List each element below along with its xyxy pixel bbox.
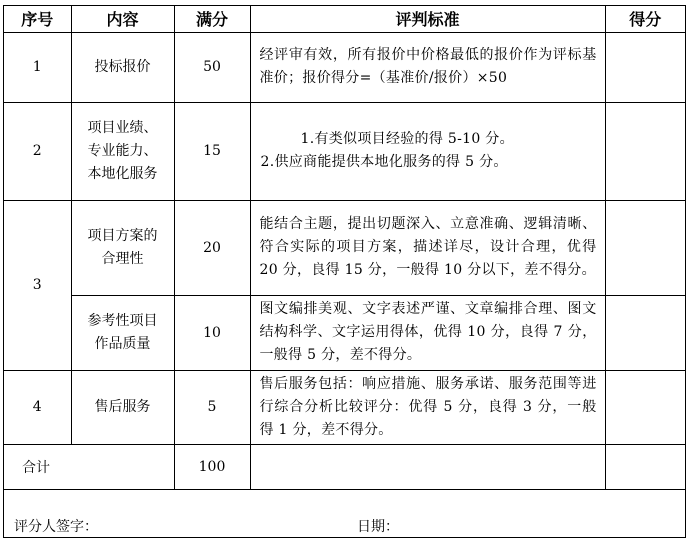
criteria-line: 2.供应商能提供本地化服务的得 5 分。 xyxy=(260,154,508,170)
header-no: 序号 xyxy=(4,6,71,32)
row-score-cell[interactable] xyxy=(605,102,685,200)
header-row xyxy=(4,6,685,32)
table-row xyxy=(4,200,685,295)
row-no: 3 xyxy=(4,200,71,370)
row-criteria: 能结合主题，提出切题深入、立意准确、逻辑清晰、符合实际的项目方案，描述详尽，设计合理，优得 20 分，良得 15 分，一般得 10 分以下，差不得分。 xyxy=(250,200,605,295)
row-no: 4 xyxy=(4,370,71,444)
row-criteria: 图文编排美观、文字表述严谨、文章编排合理、图文结构科学、文字运用得体，优得 10 分，良得 7 分，一般得 5 分，差不得分。 xyxy=(250,295,605,370)
row-no: 1 xyxy=(4,32,71,102)
date-label: 日期： xyxy=(357,519,399,535)
row-content: 项目方案的合理性 xyxy=(71,200,174,295)
table-row xyxy=(4,295,685,370)
row-no: 2 xyxy=(4,102,71,200)
row-content: 项目业绩、专业能力、本地化服务 xyxy=(71,102,174,200)
criteria-line: 1.有类似项目经验的得 5-10 分。 xyxy=(300,131,514,147)
row-score-cell[interactable] xyxy=(605,295,685,370)
signature-area xyxy=(4,494,685,538)
row-content: 参考性项目作品质量 xyxy=(71,295,174,370)
row-criteria: 经评审有效，所有报价中价格最低的报价作为评标基准价；报价得分=（基准价/报价）×50 xyxy=(250,32,605,102)
signer-label: 评分人签字： xyxy=(14,519,98,535)
row-full-score: 20 xyxy=(174,200,250,295)
total-row xyxy=(4,444,685,489)
row-criteria xyxy=(250,102,605,200)
total-value: 100 xyxy=(174,444,250,489)
row-score-cell[interactable] xyxy=(605,32,685,102)
total-score-cell[interactable] xyxy=(605,444,685,489)
row-content: 投标报价 xyxy=(71,32,174,102)
header-score: 得分 xyxy=(605,6,685,32)
scoring-sheet xyxy=(3,5,686,538)
header-content: 内容 xyxy=(71,6,174,32)
table-row xyxy=(4,102,685,200)
table-row xyxy=(4,370,685,444)
scoring-table xyxy=(4,6,685,490)
total-criteria-cell xyxy=(250,444,605,489)
row-full-score: 5 xyxy=(174,370,250,444)
header-full-score: 满分 xyxy=(174,6,250,32)
row-score-cell[interactable] xyxy=(605,370,685,444)
row-score-cell[interactable] xyxy=(605,200,685,295)
total-label: 合计 xyxy=(4,444,174,489)
row-full-score: 10 xyxy=(174,295,250,370)
table-row xyxy=(4,32,685,102)
header-criteria: 评判标准 xyxy=(250,6,605,32)
row-criteria: 售后服务包括：响应措施、服务承诺、服务范围等进行综合分析比较评分：优得 5 分，良得 3 分，一般得 1 分，差不得分。 xyxy=(250,370,605,444)
row-content: 售后服务 xyxy=(71,370,174,444)
row-full-score: 50 xyxy=(174,32,250,102)
row-full-score: 15 xyxy=(174,102,250,200)
